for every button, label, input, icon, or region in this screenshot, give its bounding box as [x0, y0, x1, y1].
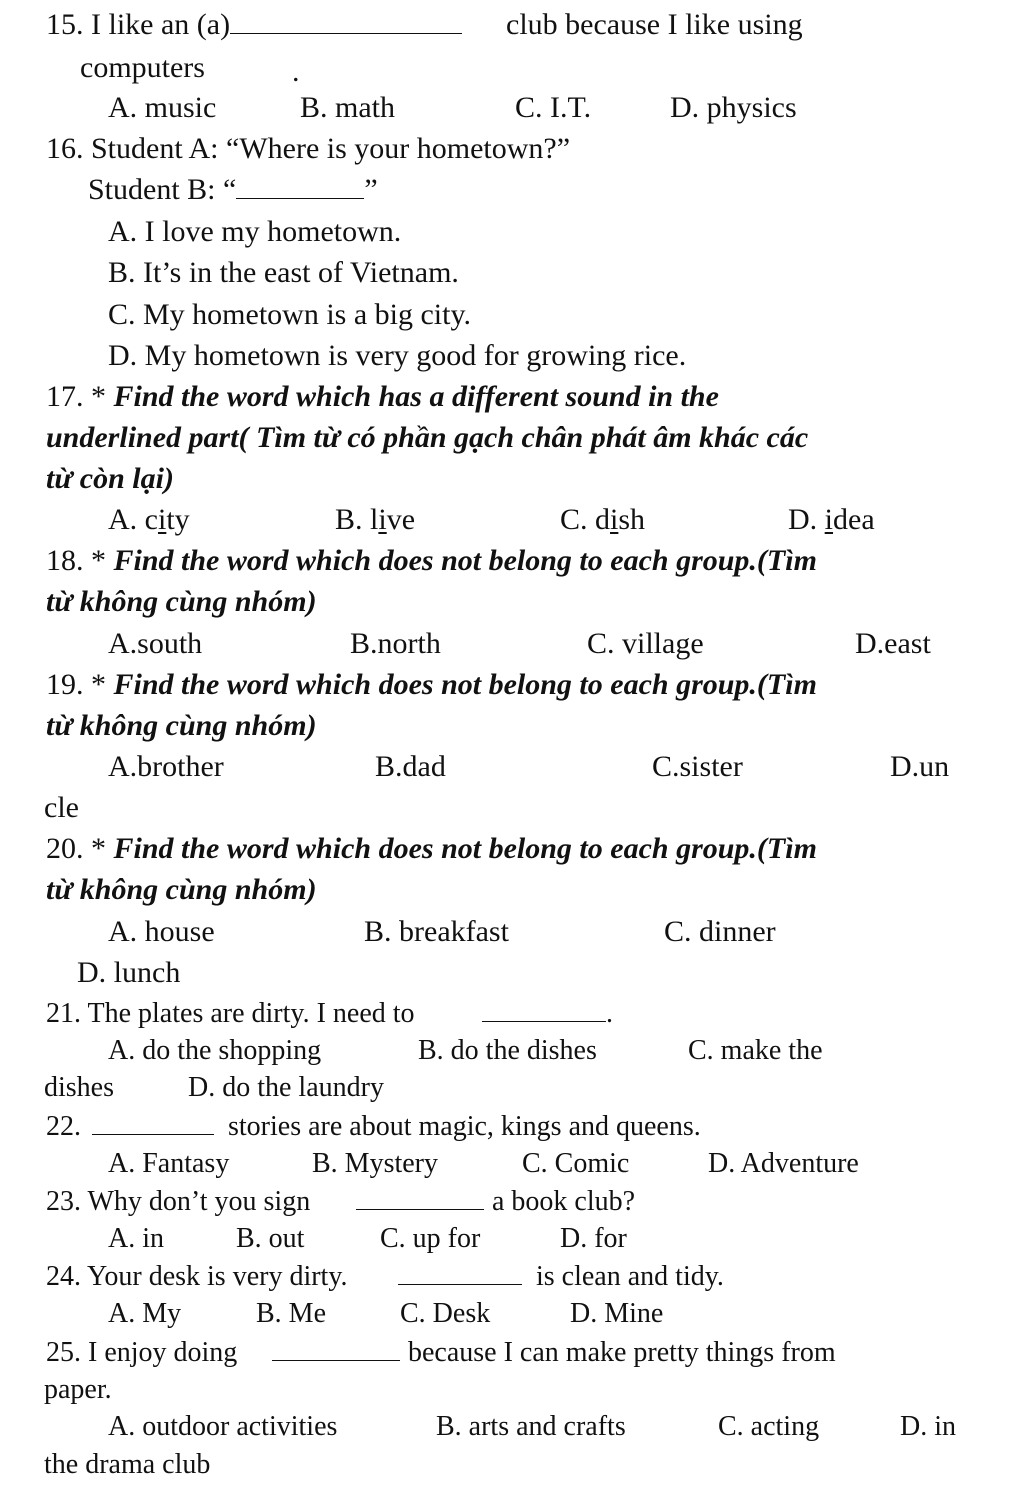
q15-option-a[interactable]: A. music [108, 91, 217, 124]
q17-option-c[interactable]: C. dish [560, 503, 646, 536]
q17-option-a[interactable]: A. city [108, 503, 190, 536]
q18-option-a[interactable]: A.south [108, 627, 203, 660]
q17-instruction-line2: underlined part( Tìm từ có phần gạch chân phát âm khác các [46, 421, 809, 454]
q21-stem: 21. The plates are dirty. I need to [46, 998, 415, 1029]
q21-stem-line [46, 998, 415, 1030]
q24-option-b[interactable]: B. Me [256, 1298, 326, 1329]
q22-option-d[interactable]: D. Adventure [708, 1148, 859, 1179]
q16-b-close: ” [364, 173, 378, 206]
q20-heading-line1 [46, 832, 817, 866]
q25-option-a[interactable]: A. outdoor activities [108, 1411, 338, 1442]
q19-instruction-line1: Find the word which does not belong to each group.(Tìm [113, 668, 817, 701]
q22-answer-blank[interactable] [92, 1133, 214, 1135]
q21-option-c[interactable]: C. make the [688, 1035, 823, 1066]
q18-option-c[interactable]: C. village [587, 627, 704, 660]
q17-option-d[interactable]: D. idea [788, 503, 875, 536]
q24-option-a[interactable]: A. My [108, 1298, 182, 1329]
q20-number: 20. * [46, 832, 106, 865]
q18-heading-line1 [46, 544, 817, 578]
q15-stem-dot: . [292, 55, 300, 88]
q22-option-c[interactable]: C. Comic [522, 1148, 630, 1179]
q18-option-b[interactable]: B.north [350, 627, 441, 660]
q19-heading-line1 [46, 668, 817, 702]
q17-instruction-line1: Find the word which has a different sound in the [113, 380, 719, 413]
q18-option-d[interactable]: D.east [855, 627, 931, 660]
q19-option-c[interactable]: C.sister [652, 750, 743, 783]
q21-end: . [606, 998, 613, 1029]
q25-stem-b: because I can make pretty things from [408, 1337, 836, 1368]
q16-b-open: Student B: “ [88, 173, 237, 206]
q16-student-b-line [88, 173, 378, 207]
q21-blank-group [482, 998, 613, 1030]
q22-number: 22. [46, 1111, 81, 1142]
q19-instruction-line2: từ không cùng nhóm) [46, 709, 317, 742]
q21-option-d[interactable]: D. do the laundry [188, 1072, 384, 1103]
q23-option-d[interactable]: D. for [560, 1223, 627, 1254]
q15-option-d[interactable]: D. physics [670, 91, 797, 124]
q17-option-a-underlined: i [157, 503, 167, 536]
q25-option-d-wrap: the drama club [44, 1449, 211, 1480]
q20-option-c[interactable]: C. dinner [664, 915, 776, 948]
q25-blank-group [272, 1337, 400, 1369]
q21-option-b[interactable]: B. do the dishes [418, 1035, 597, 1066]
q17-option-d-underlined: i [824, 503, 834, 536]
q17-option-c-underlined: i [610, 503, 619, 536]
q21-answer-blank[interactable] [482, 1020, 606, 1022]
q24-blank-group [398, 1261, 522, 1293]
q16-option-b[interactable]: B. It’s in the east of Vietnam. [108, 256, 459, 289]
q23-option-b[interactable]: B. out [236, 1223, 305, 1254]
q23-option-c[interactable]: C. up for [380, 1223, 481, 1254]
q15-stem-line1 [46, 8, 462, 42]
q19-option-d[interactable]: D.un [890, 750, 950, 783]
q19-number: 19. * [46, 668, 106, 701]
q18-instruction-line1: Find the word which does not belong to each group.(Tìm [113, 544, 817, 577]
q16-stem: 16. Student A: “Where is your hometown?” [46, 132, 571, 165]
q22-stem-line [46, 1111, 81, 1143]
q24-stem-a: 24. Your desk is very dirty. [46, 1261, 348, 1292]
q19-option-a[interactable]: A.brother [108, 750, 224, 783]
q15-stem-c: computers [80, 51, 205, 84]
q16-option-a[interactable]: A. I love my hometown. [108, 215, 402, 248]
q25-stem-a: 25. I enjoy doing [46, 1337, 238, 1368]
q22-stem: stories are about magic, kings and queens. [228, 1111, 701, 1142]
q24-option-c[interactable]: C. Desk [400, 1298, 491, 1329]
q23-stem-a: 23. Why don’t you sign [46, 1186, 311, 1217]
q17-instruction-line3: từ còn lại) [46, 462, 174, 495]
q25-option-c[interactable]: C. acting [718, 1411, 820, 1442]
q18-number: 18. * [46, 544, 106, 577]
q16-option-d[interactable]: D. My hometown is very good for growing rice. [108, 339, 687, 372]
q25-answer-blank[interactable] [272, 1359, 400, 1361]
q21-option-a[interactable]: A. do the shopping [108, 1035, 322, 1066]
q22-option-a[interactable]: A. Fantasy [108, 1148, 230, 1179]
q23-option-a[interactable]: A. in [108, 1223, 164, 1254]
q15-stem-b: club because I like using [506, 8, 803, 41]
q24-option-d[interactable]: D. Mine [570, 1298, 664, 1329]
q19-option-d-wrap: cle [44, 791, 79, 824]
q23-answer-blank[interactable] [356, 1208, 484, 1210]
q17-option-b-underlined: i [378, 503, 387, 536]
q17-number: 17. * [46, 380, 106, 413]
q20-instruction-line2: từ không cùng nhóm) [46, 873, 317, 906]
q20-option-d[interactable]: D. lunch [77, 956, 181, 989]
q17-heading-line1 [46, 380, 719, 414]
q19-option-b[interactable]: B.dad [375, 750, 446, 783]
cropped-text-remnant [0, 0, 1024, 4]
q15-answer-blank[interactable] [230, 32, 462, 34]
q17-option-b[interactable]: B. live [335, 503, 416, 536]
q20-option-a[interactable]: A. house [108, 915, 215, 948]
q15-stem-a: 15. I like an (a) [46, 8, 231, 41]
q15-option-b[interactable]: B. math [300, 91, 395, 124]
q25-option-d[interactable]: D. in [900, 1411, 956, 1442]
q20-instruction-line1: Find the word which does not belong to each group.(Tìm [113, 832, 817, 865]
q16-answer-blank[interactable] [236, 197, 364, 199]
q23-blank-group [356, 1186, 484, 1218]
q16-option-c[interactable]: C. My hometown is a big city. [108, 298, 472, 331]
q25-option-b[interactable]: B. arts and crafts [436, 1411, 626, 1442]
q15-option-c[interactable]: C. I.T. [515, 91, 592, 124]
q22-option-b[interactable]: B. Mystery [312, 1148, 438, 1179]
q24-answer-blank[interactable] [398, 1283, 522, 1285]
q18-instruction-line2: từ không cùng nhóm) [46, 585, 317, 618]
q25-stem-c: paper. [44, 1374, 112, 1405]
q20-option-b[interactable]: B. breakfast [364, 915, 509, 948]
q21-option-c-wrap: dishes [44, 1072, 114, 1103]
q24-stem-b: is clean and tidy. [536, 1261, 724, 1292]
q23-stem-b: a book club? [492, 1186, 636, 1217]
q22-blank-group [92, 1111, 214, 1143]
